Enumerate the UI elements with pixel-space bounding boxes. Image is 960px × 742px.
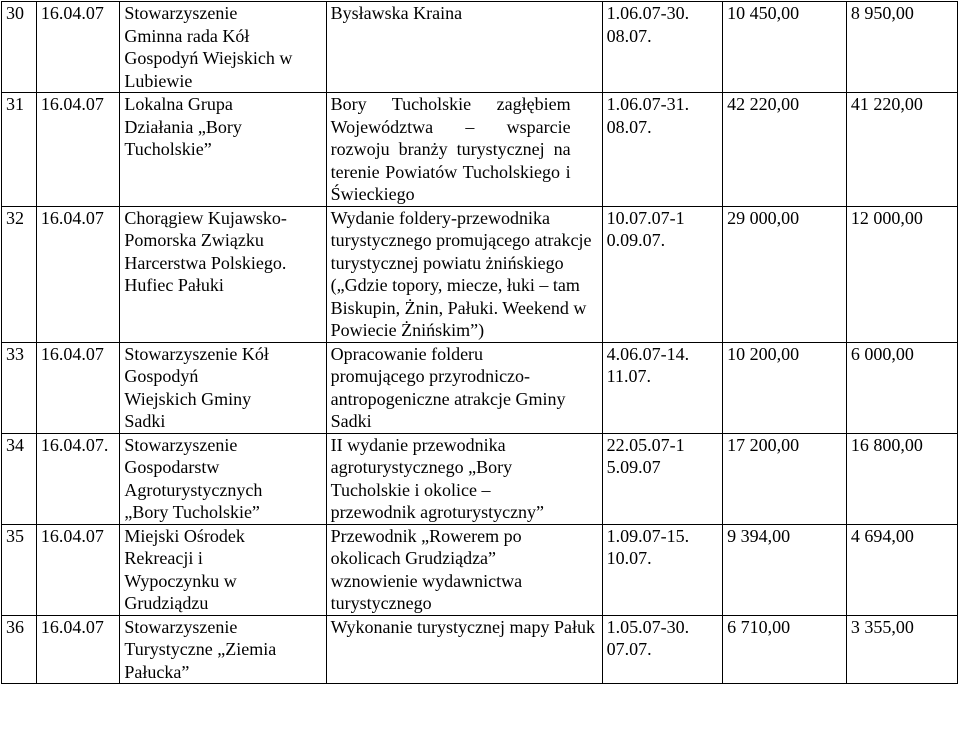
row-number: 34 <box>2 433 37 524</box>
project-period-text: 22.05.07-15.09.07 <box>606 434 685 477</box>
grant-amount: 3 355,00 <box>846 615 957 684</box>
grant-amount: 41 220,00 <box>846 93 957 207</box>
project-period <box>602 93 723 207</box>
total-cost: 9 394,00 <box>723 524 847 615</box>
row-number: 31 <box>2 93 37 207</box>
project-period-text: 1.06.07-30.08.07. <box>606 3 690 46</box>
organization-text: Miejski Ośrodek Rekreacji i Wypoczynku w Grudziądzu <box>124 525 245 613</box>
project-title-text: Opracowanie folderu promującego przyrodniczo-antropogeniczne atrakcje Gminy Sadki <box>330 343 566 431</box>
row-number: 36 <box>2 615 37 684</box>
project-title <box>326 342 602 433</box>
project-period-text: 1.09.07-15.10.07. <box>606 525 690 568</box>
project-title-text: Bory Tucholskie zagłębiem Województwa – wsparcie rozwoju branży turystycznej na terenie Powiatów Tucholskiego i Świeckiego <box>330 94 571 204</box>
submission-date: 16.04.07 <box>36 615 120 684</box>
project-period <box>602 206 723 342</box>
project-title <box>326 615 602 684</box>
table-row <box>2 2 958 93</box>
project-title-text: Wykonanie turystycznej mapy Pałuk <box>330 616 595 637</box>
project-period <box>602 342 723 433</box>
submission-date: 16.04.07 <box>36 524 120 615</box>
row-number: 30 <box>2 2 37 93</box>
project-period-text: 1.06.07-31.08.07. <box>606 94 690 137</box>
project-period <box>602 524 723 615</box>
project-period <box>602 615 723 684</box>
submission-date: 16.04.07 <box>36 342 120 433</box>
table-row <box>2 206 958 342</box>
project-title <box>326 433 602 524</box>
total-cost: 17 200,00 <box>723 433 847 524</box>
project-period <box>602 433 723 524</box>
submission-date: 16.04.07 <box>36 206 120 342</box>
organization-text: Stowarzyszenie Kół Gospodyń Wiejskich Gminy Sadki <box>124 343 269 431</box>
organization-name <box>120 524 326 615</box>
project-title-text: II wydanie przewodnika agroturystycznego „Bory Tucholskie i okolice – przewodnik agroturystyczny” <box>330 434 545 522</box>
organization-text: Stowarzyszenie Gospodarstw Agroturystycznych „Bory Tucholskie” <box>124 434 263 522</box>
organization-name <box>120 93 326 207</box>
organization-name <box>120 2 326 93</box>
organization-name <box>120 342 326 433</box>
grants-table-body <box>2 2 958 684</box>
project-title <box>326 2 602 93</box>
submission-date: 16.04.07 <box>36 2 120 93</box>
project-title <box>326 524 602 615</box>
table-row <box>2 342 958 433</box>
organization-text: Chorągiew Kujawsko-Pomorska Związku Harcerstwa Polskiego. Hufiec Pałuki <box>124 207 287 295</box>
organization-text: Lokalna Grupa Działania „Bory Tucholskie” <box>124 94 242 159</box>
row-number: 33 <box>2 342 37 433</box>
project-title-text: Przewodnik „Rowerem po okolicach Grudziądza” wznowienie wydawnictwa turystycznego <box>330 525 523 613</box>
table-row <box>2 93 958 207</box>
table-row <box>2 524 958 615</box>
total-cost: 6 710,00 <box>723 615 847 684</box>
grant-amount: 12 000,00 <box>846 206 957 342</box>
grant-amount: 16 800,00 <box>846 433 957 524</box>
total-cost: 10 200,00 <box>723 342 847 433</box>
project-title <box>326 93 602 207</box>
project-title-text: Bysławska Kraina <box>330 3 463 23</box>
row-number: 32 <box>2 206 37 342</box>
organization-text: Stowarzyszenie Gminna rada Kół Gospodyń Wiejskich w Lubiewie <box>124 3 293 91</box>
grant-amount: 8 950,00 <box>846 2 957 93</box>
organization-name <box>120 206 326 342</box>
table-row <box>2 433 958 524</box>
submission-date: 16.04.07. <box>36 433 120 524</box>
project-title <box>326 206 602 342</box>
organization-name <box>120 615 326 684</box>
total-cost: 10 450,00 <box>723 2 847 93</box>
project-title-text: Wydanie foldery-przewodnika turystycznego promującego atrakcje turystycznej powiatu żnińskiego („Gdzie topory, miecze, łuki – tam Biskupin, Żnin, Pałuki. Weekend w Powiecie Żnińskim”) <box>330 207 592 340</box>
grant-amount: 4 694,00 <box>846 524 957 615</box>
project-period-text: 1.05.07-30.07.07. <box>606 616 690 659</box>
grants-table <box>1 1 958 684</box>
grant-amount: 6 000,00 <box>846 342 957 433</box>
total-cost: 29 000,00 <box>723 206 847 342</box>
table-row <box>2 615 958 684</box>
project-period-text: 10.07.07-10.09.07. <box>606 207 685 250</box>
organization-name <box>120 433 326 524</box>
submission-date: 16.04.07 <box>36 93 120 207</box>
organization-text: Stowarzyszenie Turystyczne „Ziemia Pałucka” <box>124 616 277 682</box>
project-period-text: 4.06.07-14.11.07. <box>606 343 690 386</box>
project-period <box>602 2 723 93</box>
row-number: 35 <box>2 524 37 615</box>
total-cost: 42 220,00 <box>723 93 847 207</box>
